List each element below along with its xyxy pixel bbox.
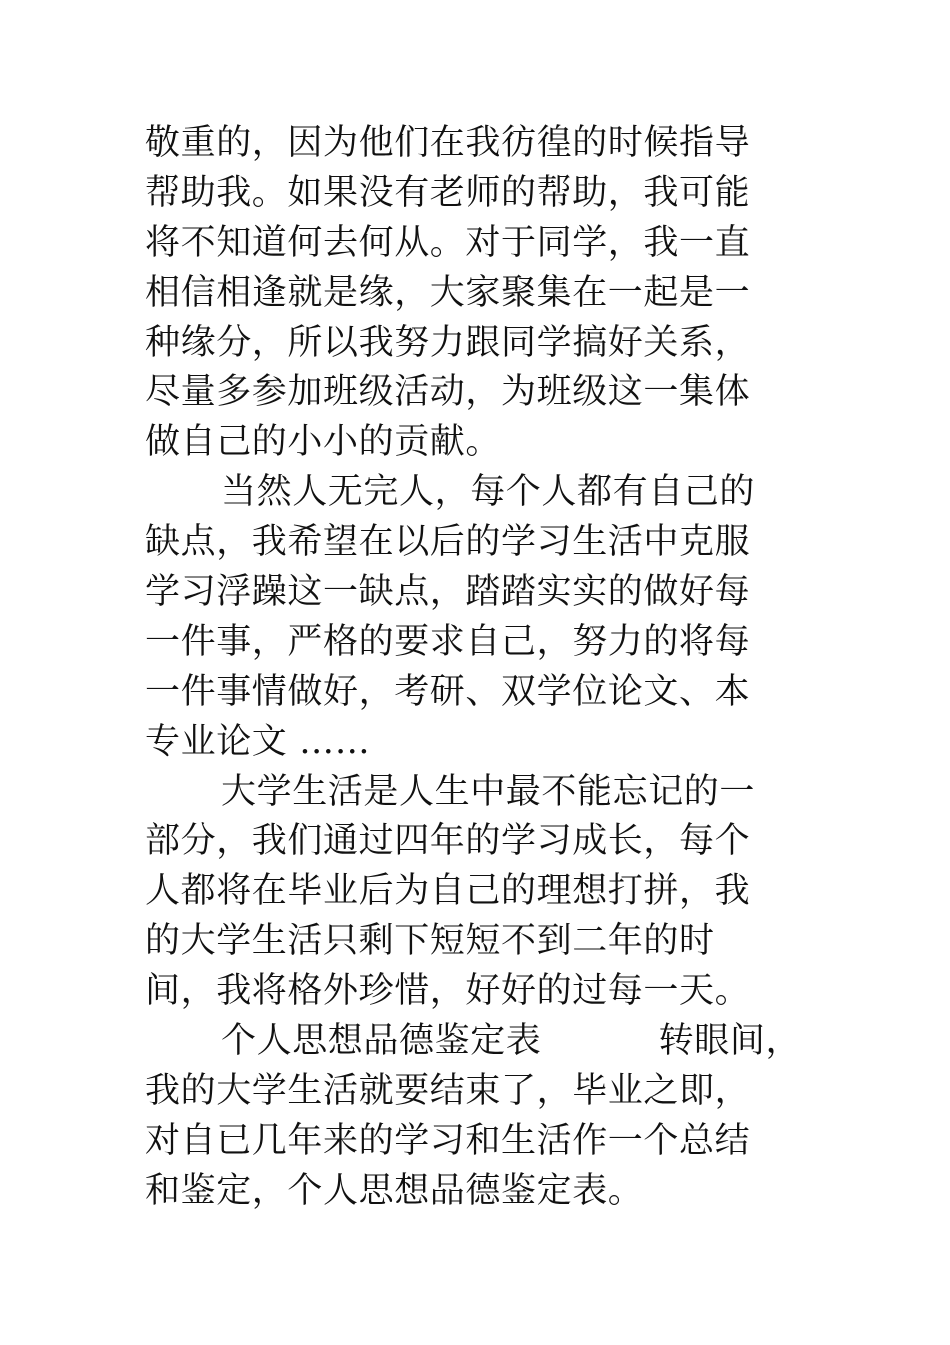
text-line: 我的大学生活就要结束了，毕业之即， [145, 1070, 751, 1111]
text-line: 对自已几年来的学习和生活作一个总结 [145, 1120, 751, 1161]
text-line: 尽量多参加班级活动，为班级这一集体 [145, 372, 751, 413]
text-line: 一件事情做好，考研、双学位论文、本 [145, 671, 751, 712]
body-text [145, 119, 802, 1217]
text-line: 的大学生活只剩下短短不到二年的时 [145, 921, 715, 962]
text-line: 人都将在毕业后为自己的理想打拼，我 [145, 871, 751, 912]
paragraph-start-line: 当然人无完人，每个人都有自己的 [221, 472, 756, 513]
text-line: 种缘分，所以我努力跟同学搞好关系， [145, 322, 751, 363]
text-line: 专业论文 …… [145, 721, 371, 762]
text-line: 部分，我们通过四年的学习成长，每个 [145, 821, 751, 862]
text-line: 将不知道何去何从。对于同学，我一直 [145, 222, 751, 263]
text-line: 做自己的小小的贡献。 [145, 422, 502, 463]
text-line: 缺点，我希望在以后的学习生活中克服 [145, 522, 751, 563]
text-line: 间，我将格外珍惜，好好的过每一天。 [145, 971, 751, 1012]
text-line: 和鉴定，个人思想品德鉴定表。 [145, 1170, 644, 1211]
paragraph-start-line: 大学生活是人生中最不能忘记的一 [221, 771, 756, 812]
paragraph-start-line: 个人思想品德鉴定表 转眼间， [221, 1021, 802, 1062]
text-line: 学习浮躁这一缺点，踏踏实实的做好每 [145, 572, 751, 613]
text-line: 敬重的，因为他们在我彷徨的时候指导 [145, 123, 751, 163]
text-line: 相信相逢就是缘，大家聚集在一起是一 [145, 272, 751, 313]
text-line: 帮助我。如果没有老师的帮助，我可能 [145, 172, 751, 213]
text-line: 一件事，严格的要求自己，努力的将每 [145, 621, 751, 662]
